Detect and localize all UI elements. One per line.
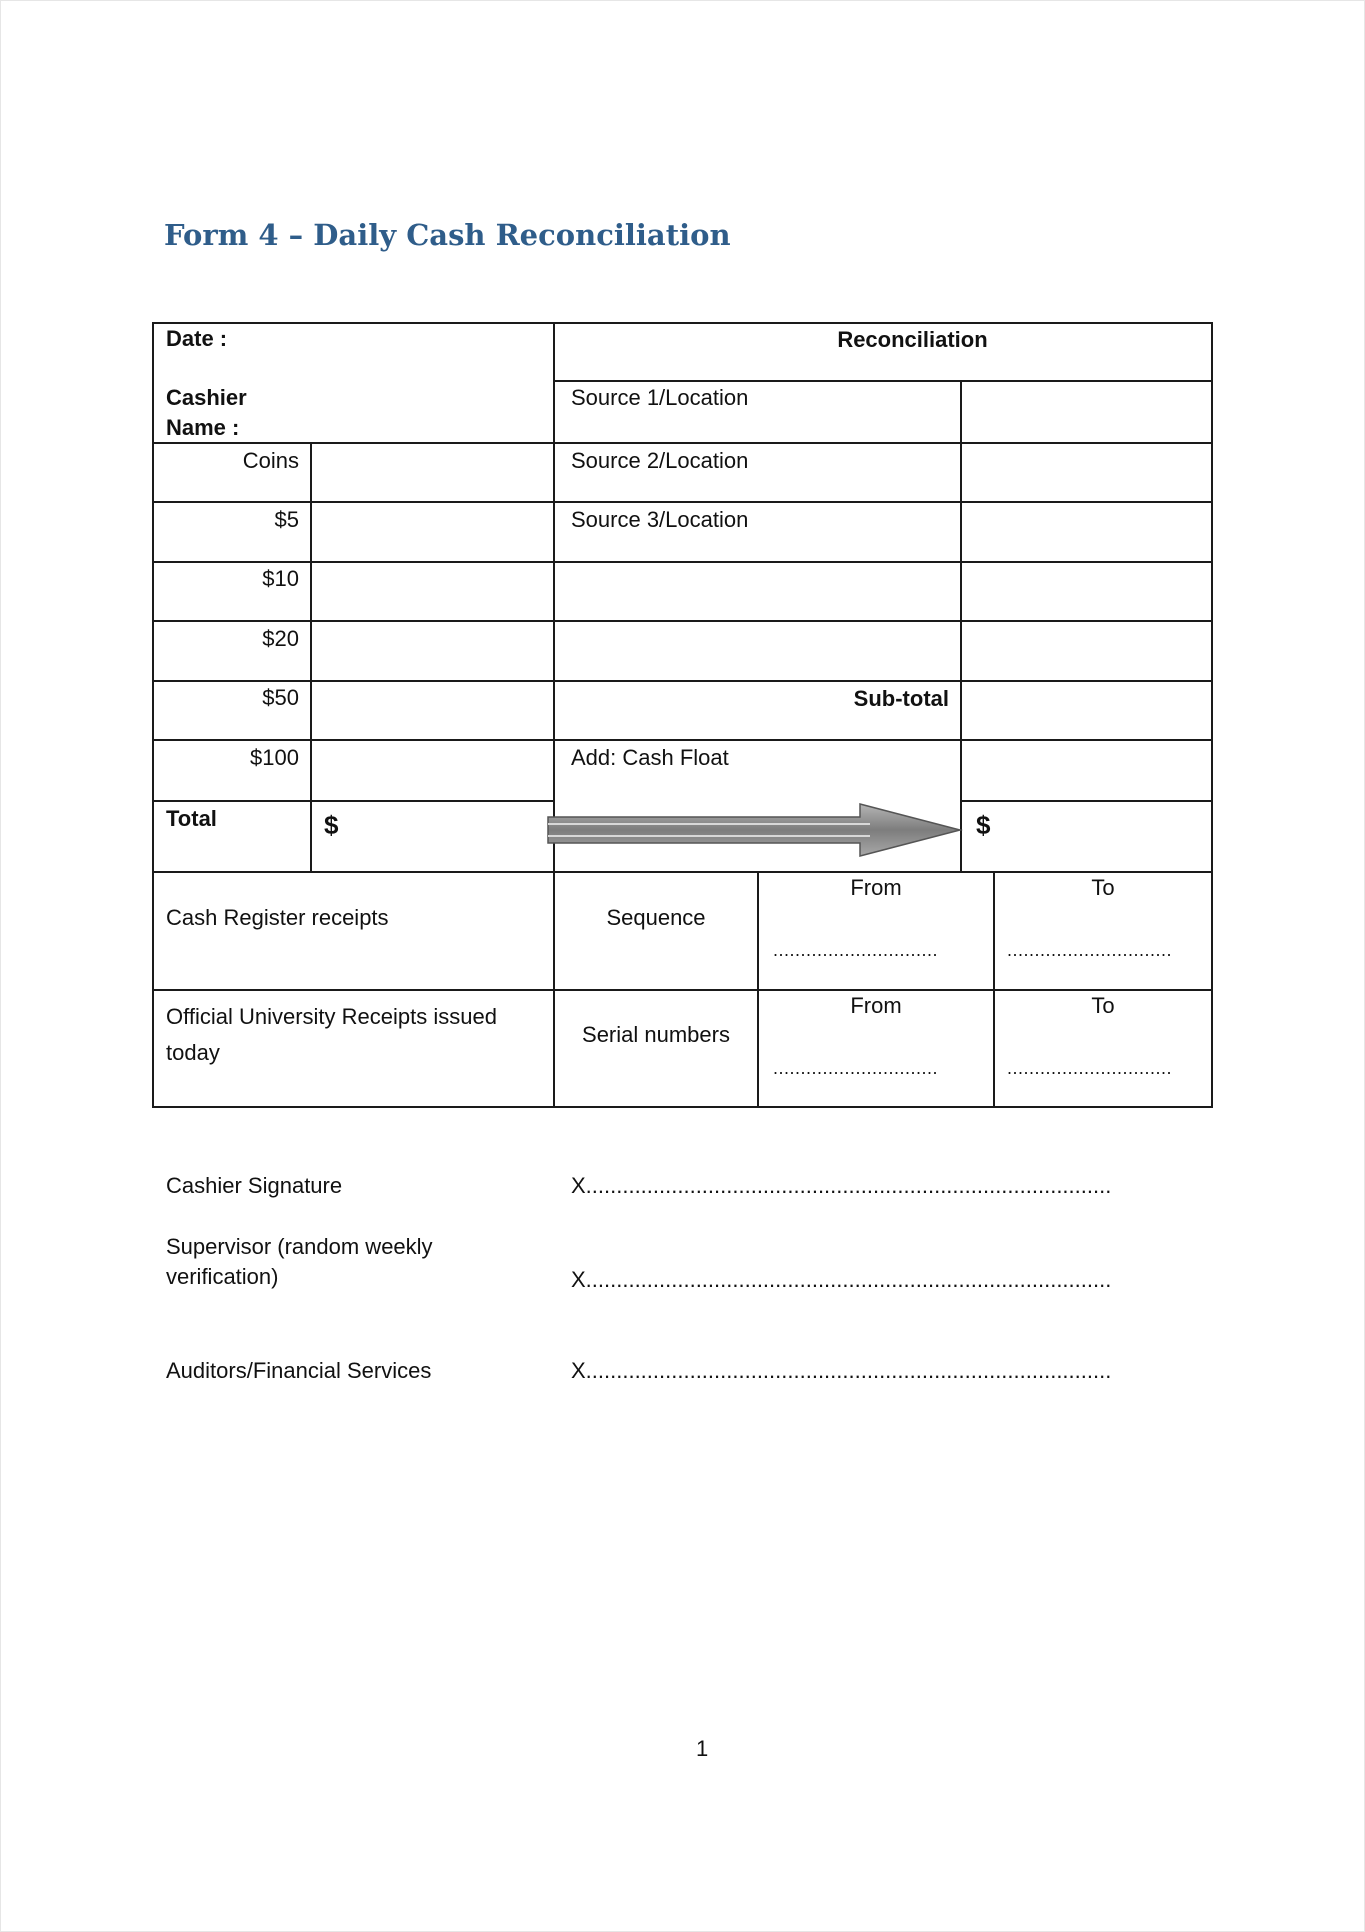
official-receipts-label-line1: Official University Receipts issued xyxy=(166,1004,497,1029)
page-number: 1 xyxy=(696,1736,709,1761)
reconciliation-header: Reconciliation xyxy=(837,327,988,352)
supervisor-label-line1: Supervisor (random weekly xyxy=(166,1234,433,1259)
official-receipts-label-line2: today xyxy=(166,1040,220,1065)
denomination-50: $50 xyxy=(262,685,299,710)
grid-line xyxy=(960,380,962,871)
auditors-signature-line[interactable]: X...................................................................................... xyxy=(571,1358,1112,1383)
cash-float-label: Add: Cash Float xyxy=(571,745,729,770)
sequence-from-blank: .............................. xyxy=(773,940,939,960)
cashier-signature-line[interactable]: X...................................................................................... xyxy=(571,1173,1112,1198)
grid-line xyxy=(152,322,1213,324)
serial-from-blank: .............................. xyxy=(773,1058,939,1078)
grid-line xyxy=(555,380,1213,382)
denomination-20: $20 xyxy=(262,626,299,651)
cashier-name-label-line1: Cashier xyxy=(166,385,247,410)
sequence-to-blank: .............................. xyxy=(1007,940,1173,960)
subtotal-label: Sub-total xyxy=(853,686,949,711)
supervisor-label-line2: verification) xyxy=(166,1264,279,1289)
cash-register-receipts-label: Cash Register receipts xyxy=(166,905,389,930)
right-arrow-icon xyxy=(540,800,980,860)
source-3-label: Source 3/Location xyxy=(571,507,749,532)
date-label: Date : xyxy=(166,326,228,351)
source-2-label: Source 2/Location xyxy=(571,448,749,473)
denomination-coins: Coins xyxy=(242,448,299,473)
denomination-10: $10 xyxy=(262,566,299,591)
auditors-label: Auditors/Financial Services xyxy=(166,1358,432,1383)
serial-to-blank: .............................. xyxy=(1007,1058,1173,1078)
total-currency-left: $ xyxy=(324,810,339,840)
total-label: Total xyxy=(166,806,217,831)
grid-line xyxy=(960,800,1213,802)
cashier-name-label-line2: Name : xyxy=(166,415,240,440)
grid-line xyxy=(993,871,995,1108)
sequence-to-label: To xyxy=(1091,875,1115,900)
serial-to-label: To xyxy=(1091,993,1115,1018)
page-title: Form 4 – Daily Cash Reconciliation xyxy=(164,218,731,252)
grid-line xyxy=(757,871,759,1108)
sequence-label: Sequence xyxy=(606,905,706,930)
denomination-5: $5 xyxy=(274,507,299,532)
serial-numbers-label: Serial numbers xyxy=(582,1022,730,1047)
grid-line xyxy=(152,800,555,802)
denomination-100: $100 xyxy=(250,745,299,770)
grid-line xyxy=(1211,322,1213,1108)
grid-line xyxy=(553,322,555,1108)
sequence-from-label: From xyxy=(850,875,902,900)
total-currency-right: $ xyxy=(976,810,991,840)
grid-line xyxy=(152,322,154,1108)
supervisor-signature-line[interactable]: X...................................................................................... xyxy=(571,1267,1112,1292)
cashier-signature-label: Cashier Signature xyxy=(166,1173,343,1198)
grid-line xyxy=(152,1106,1213,1108)
source-1-label: Source 1/Location xyxy=(571,385,749,410)
serial-from-label: From xyxy=(850,993,902,1018)
grid-line xyxy=(310,442,312,871)
